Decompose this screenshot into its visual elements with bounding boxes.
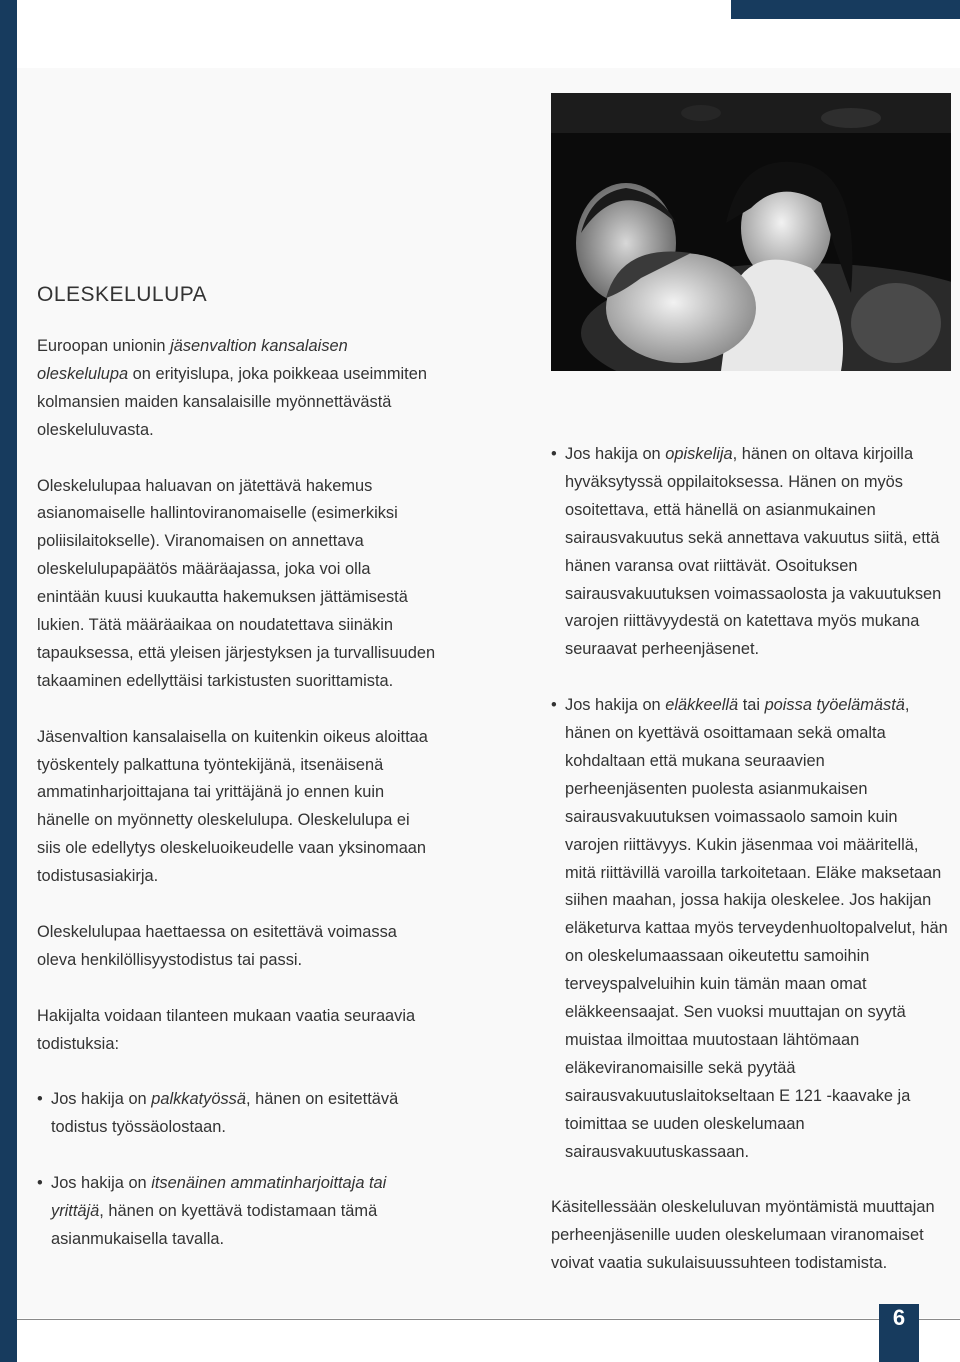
certificates-intro: Hakijalta voidaan tilanteen mukaan vaatia seuraavia todistuksia:: [37, 1006, 416, 1053]
application-paragraph: Oleskelulupaa haluavan on jätettävä hakemus asianomaiselle hallintoviranomaiselle (esimerkiksi poliisilaitokselle). Viranomaisen on annettava oleskelulupapäätös määräajassa, joka voi olla enintään kuusi kuukautta hakemuksen jättämisestä lukien. Tätä määräaikaa on noudatettava siinäkin tapauksessa, että yleisen järjestyksen ja turvallisuuden takaaminen edellyttäisi tarkistusten suorittamista.: [37, 476, 436, 690]
bullet-employed: • Jos hakija on palkkatyössä, hänen on esitettävä todistus työssäolostaan.: [37, 1086, 437, 1142]
left-accent-bar: [0, 0, 17, 1362]
family-photo: [551, 93, 951, 371]
left-column: [37, 333, 437, 1254]
family-paragraph: Käsitellessään oleskeluluvan myöntämistä muuttajan perheenjäsenille uuden oleskelumaan viranomaiset voivat vaatia sukulaisuussuhteen todistamista.: [551, 1198, 935, 1273]
page-number: 6: [879, 1304, 919, 1362]
intro-paragraph: Euroopan unionin jäsenvaltion kansalaisen oleskelulupa on erityislupa, joka poikkeaa useimmiten kolmansien maiden kansalaisille myönnettävästä oleskeluluvasta.: [37, 337, 427, 439]
top-accent-bar: [731, 0, 960, 19]
bullet-student: • Jos hakija on opiskelija, hänen on oltava kirjoilla hyväksytyssä oppilaitoksessa. Hänen on myös osoitettava, että hänellä on asianmukainen sairausvakuutus sekä annettava vakuutus siitä, että hänen varansa ovat riittävät. Osoituksen sairausvakuutuksen voimassaolosta ja vakuutuksen varojen riittävyydestä on katettava myös mukana seuraavat perheenjäsenet.: [551, 441, 951, 664]
work-rights-paragraph: Jäsenvaltion kansalaisella on kuitenkin oikeus aloittaa työskentely palkattuna työntekijänä, itsenäisenä ammatinharjoittajana tai yrittäjänä jo ennen kuin hänelle on myönnetty oleskelulupa. Oleskelulupa ei siis ole edellytys oleskeluoikeudelle vaan yksinomaan todistusasiakirja.: [37, 727, 428, 886]
id-paragraph: Oleskelulupaa haettaessa on esitettävä voimassa oleva henkilöllisyystodistus tai passi.: [37, 922, 397, 969]
bullet-self-employed: • Jos hakija on itsenäinen ammatinharjoittaja tai yrittäjä, hänen on kyettävä todistamaan tämä asianmukaisella tavalla.: [37, 1170, 437, 1254]
bullet-retired: • Jos hakija on eläkkeellä tai poissa työelämästä, hänen on kyettävä osoittamaan sekä omalta kohdaltaan että mukana seuraavien perheenjäsenten puolesta asianmukaisen sairausvakuutuksen voimassaolo samoin kuin varojen riittävyys. Kukin jäsenmaa voi määritellä, mitä riittävillä varoilla tarkoitetaan. Eläke maksetaan siihen maahan, jossa hakija oleskelee. Jos hakijan eläketurva kattaa myös terveydenhuoltopalvelut, hän on oleskelumaassaan oikeutettu samoihin terveyspalveluihin kuin tämän maan omat eläkkeensaajat. Sen vuoksi muuttajan on syytä muistaa ilmoittaa muutostaan lähtömaan eläkeviranomaisille sekä pyytää sairausvakuutuslaitokseltaan E 121 -kaavake ja toimittaa se uuden oleskelumaan sairausvakuutuskassaan.: [551, 692, 951, 1166]
bottom-rule: [17, 1319, 960, 1320]
right-column: [551, 441, 951, 1278]
section-title: OLESKELULUPA: [37, 283, 208, 306]
